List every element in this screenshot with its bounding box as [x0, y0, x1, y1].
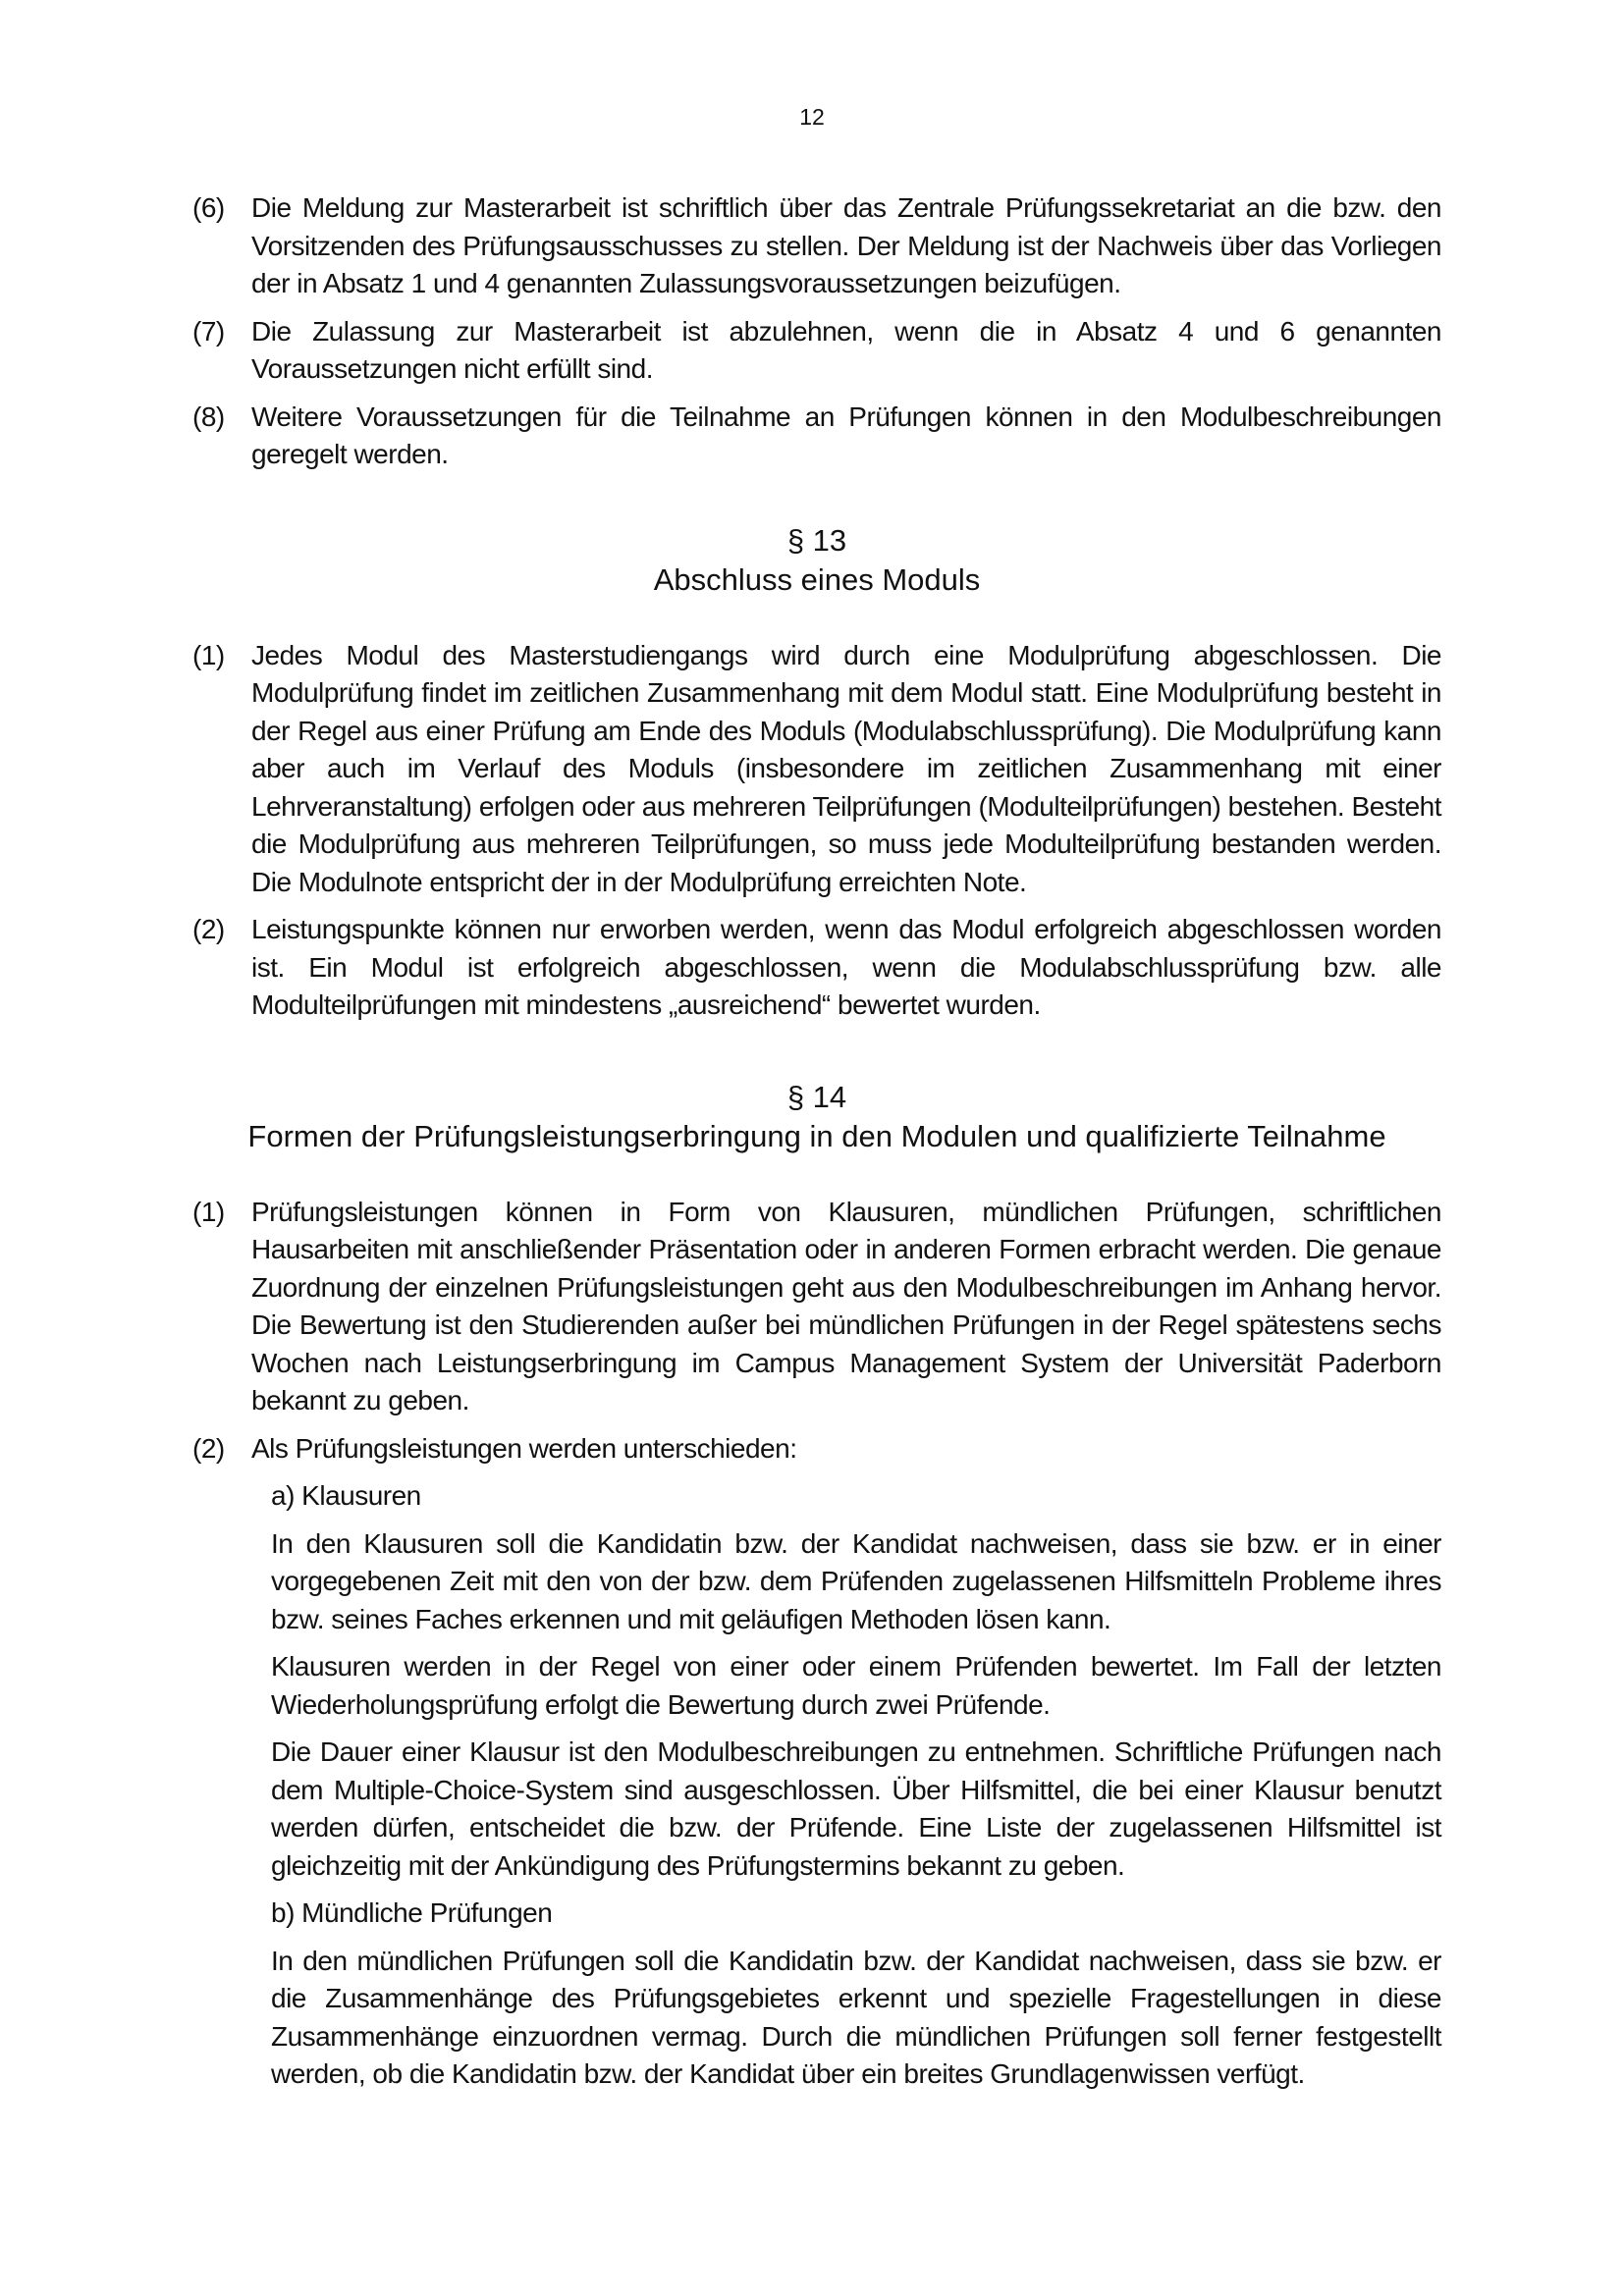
subheading-klausuren: a) Klausuren [271, 1480, 421, 1511]
paragraph-number: (7) [192, 315, 225, 347]
paragraph-text: Leistungspunkte können nur erworben werden, wenn das Modul erfolgreich abgeschlossen worden ist. Ein Modul ist erfolgreich abgeschlossen, wenn die Modulabschlussprüfung bzw. alle Modulteilprüfungen mit mindestens „ausreichend“ bewertet wurden. [251, 914, 1441, 1020]
section-number: § 14 [786, 1079, 847, 1114]
paragraph-text: Die Zulassung zur Masterarbeit ist abzulehnen, wenn die in Absatz 4 und 6 genannten Voraussetzungen nicht erfüllt sind. [251, 315, 1441, 384]
section-14-paragraph-1 [192, 1194, 1441, 1420]
section-number: § 13 [786, 522, 847, 558]
paragraph-number: (1) [192, 639, 225, 670]
page-number: 12 [799, 104, 825, 130]
section-14-paragraph-2 [192, 1430, 1441, 1468]
paragraph-text: Jedes Modul des Masterstudiengangs wird durch eine Modulprüfung abgeschlossen. Die Modulprüfung findet im zeitlichen Zusammenhang mit dem Modul statt. Eine Modulprüfung besteht in der Regel aus einer Prüfung am Ende des Moduls (Modulabschlussprüfung). Die Modulprüfung kann aber auch im Verlauf des Moduls (insbesondere im zeitlichen Zusammenhang mit einer Lehrveranstaltung) erfolgen oder aus mehreren Teilprüfungen (Modulteilprüfungen) bestehen. Besteht die Modulprüfung aus mehreren Teilprüfungen, so muss jede Modulteilprüfung bestanden werden. Die Modulnote entspricht der in der Modulprüfung erreichten Note. [251, 639, 1441, 897]
paragraph-7 [192, 313, 1441, 389]
klausuren-paragraph: Die Dauer einer Klausur ist den Modulbeschreibungen zu entnehmen. Schriftliche Prüfungen nach dem Multiple-Choice-System sind ausgeschlossen. Über Hilfsmittel, die bei einer Klausur benutzt werden dürfen, entscheidet die bzw. der Prüfende. Eine Liste der zugelassenen Hilfsmittel ist gleichzeitig mit der Ankündigung des Prüfungstermins bekannt zu geben. [271, 1736, 1441, 1881]
document-body [192, 189, 1441, 2104]
paragraph-number: (2) [192, 1432, 225, 1464]
paragraph-text: Weitere Voraussetzungen für die Teilnahme an Prüfungen können in den Modulbeschreibungen geregelt werden. [251, 400, 1441, 469]
klausuren-paragraph: Klausuren werden in der Regel von einer oder einem Prüfenden bewertet. Im Fall der letzten Wiederholungsprüfung erfolgt die Bewertung durch zwei Prüfende. [271, 1651, 1441, 1720]
paragraph-number: (8) [192, 400, 225, 432]
paragraph-6 [192, 189, 1441, 303]
paragraph-number: (6) [192, 192, 225, 223]
paragraph-text: Als Prüfungsleistungen werden unterschieden: [251, 1432, 797, 1464]
section-13-paragraph-1 [192, 637, 1441, 902]
section-13-heading [192, 521, 1441, 600]
section-title: Formen der Prüfungsleistungserbringung in den Modulen und qualifizierte Teilnahme [247, 1118, 1386, 1153]
section-13-paragraph-2 [192, 911, 1441, 1025]
paragraph-text: Prüfungsleistungen können in Form von Klausuren, mündlichen Prüfungen, schriftlichen Hausarbeiten mit anschließender Präsentation oder in anderen Formen erbracht werden. Die genaue Zuordnung der einzelnen Prüfungsleistungen geht aus den Modulbeschreibungen im Anhang hervor. Die Bewertung ist den Studierenden außer bei mündlichen Prüfungen in der Regel spätestens sechs Wochen nach Leistungserbringung im Campus Management System der Universität Paderborn bekannt zu geben. [251, 1196, 1441, 1415]
paragraph-number: (2) [192, 914, 225, 944]
section-title: Abschluss eines Moduls [653, 561, 981, 597]
paragraph-number: (1) [192, 1196, 225, 1227]
klausuren-paragraph: In den Klausuren soll die Kandidatin bzw. der Kandidat nachweisen, dass sie bzw. er in einer vorgegebenen Zeit mit den von der bzw. dem Prüfenden zugelassenen Hilfsmitteln Probleme ihres bzw. seines Faches erkennen und mit geläufigen Methoden lösen kann. [271, 1527, 1441, 1634]
paragraph-8 [192, 399, 1441, 474]
subheading-muendliche-pruefungen: b) Mündliche Prüfungen [271, 1897, 553, 1928]
paragraph-text: Die Meldung zur Masterarbeit ist schriftlich über das Zentrale Prüfungssekretariat an die bzw. den Vorsitzenden des Prüfungsausschusses zu stellen. Der Meldung ist der Nachweis über das Vorliegen der in Absatz 1 und 4 genannten Zulassungsvoraussetzungen beizufügen. [251, 192, 1441, 298]
section-14-heading [192, 1078, 1441, 1156]
muendliche-pruefungen-paragraph: In den mündlichen Prüfungen soll die Kandidatin bzw. der Kandidat nachweisen, dass sie bzw. er die Zusammenhänge des Prüfungsgebietes erkennt und spezielle Fragestellungen in diese Zusammenhänge einzuordnen vermag. Durch die mündlichen Prüfungen soll ferner festgestellt werden, ob die Kandidatin bzw. der Kandidat über ein breites Grundlagenwissen verfügt. [271, 1945, 1441, 2089]
